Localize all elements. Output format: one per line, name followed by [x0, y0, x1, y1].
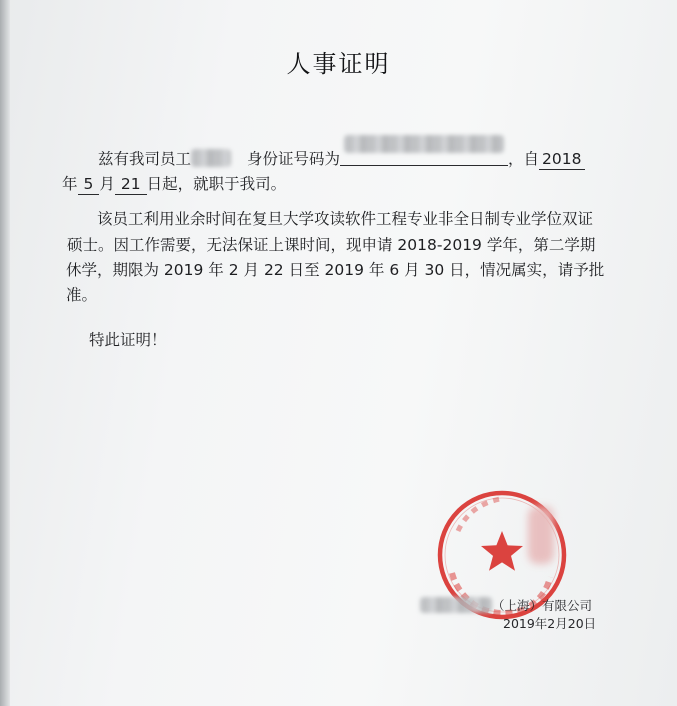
redacted-company-name [420, 597, 492, 613]
para1-line2 [62, 172, 286, 195]
id-number-blank [340, 149, 508, 166]
para1-after-id: ，自 [508, 150, 540, 168]
document-title: 人事证明 [286, 50, 391, 78]
para1-month-unit: 月 [99, 175, 115, 193]
para1-line1 [98, 147, 585, 170]
para1-suffix: 日起，就职于我司。 [146, 175, 287, 193]
para1-day: 21 [115, 176, 147, 195]
signature-company-suffix: （上海）有限公司 [492, 598, 593, 613]
redacted-id-number [344, 135, 504, 153]
para1-month: 5 [78, 176, 100, 195]
para1-year: 2018 [539, 151, 584, 170]
para1-id-label: 身份证号码为 [247, 150, 341, 168]
signature-company-line [420, 596, 592, 614]
para2-line3: 休学，期限为 2019 年 2 月 22 日至 2019 年 6 月 30 日，情况属实，请予批 [66, 261, 605, 279]
para2-line4: 准。 [66, 286, 98, 304]
page-edge-shadow [0, 0, 10, 706]
para1-year-unit: 年 [62, 175, 78, 193]
redacted-employee-name [191, 149, 231, 167]
para2-line1: 该员工利用业余时间在复旦大学攻读软件工程专业非全日制专业学位双证 [97, 210, 594, 228]
para2-line2: 硕士。因工作需要，无法保证上课时间，现申请 2018-2019 学年，第二学期 [67, 236, 596, 254]
seal-star-icon [481, 531, 523, 571]
redacted-seal-text [528, 506, 554, 564]
signature-date: 2019年2月20日 [503, 616, 597, 631]
para1-prefix: 兹有我司员工 [98, 150, 192, 168]
closing-text: 特此证明！ [89, 331, 167, 349]
